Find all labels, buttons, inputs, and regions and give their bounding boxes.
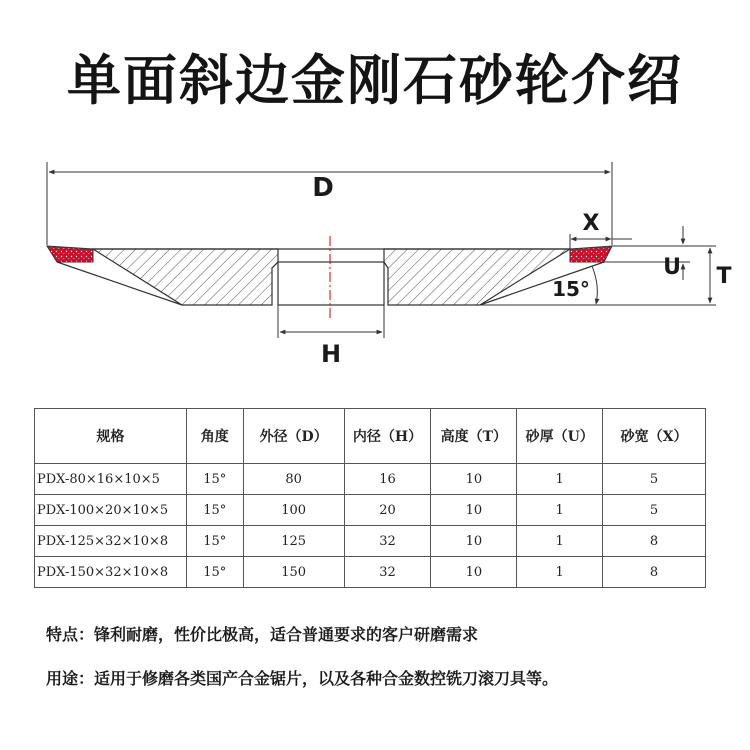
header-spec: 规格 [35,409,187,464]
spec-table [34,408,706,588]
wheel-body-right [384,249,570,305]
cell-abrasive-width: 8 [603,557,706,588]
header-outer-diameter: 外径（D） [243,409,344,464]
cell-angle: 15° [186,495,243,526]
cell-angle: 15° [186,557,243,588]
cell-abrasive-thickness: 1 [517,464,603,495]
cell-inner-diameter: 20 [344,495,431,526]
cell-outer-diameter: 150 [243,557,344,588]
table-row [35,557,706,588]
cell-inner-diameter: 32 [344,557,431,588]
label-u: U [663,255,681,280]
page-title: 单面斜边金刚石砂轮介绍 [67,49,683,112]
wheel-body-left [93,249,278,305]
header-angle: 角度 [186,409,243,464]
cell-outer-diameter: 80 [243,464,344,495]
table-row [35,495,706,526]
table-row [35,464,706,495]
cell-height: 10 [431,495,517,526]
cell-spec: PDX-80×16×10×5 [35,464,187,495]
cell-outer-diameter: 125 [243,526,344,557]
cell-abrasive-thickness: 1 [517,526,603,557]
label-angle: 15° [552,277,590,301]
table-row [35,526,706,557]
angle-arc [592,266,597,304]
cell-height: 10 [431,526,517,557]
header-abrasive-thickness: 砂厚（U） [517,409,603,464]
cell-inner-diameter: 32 [344,526,431,557]
cell-inner-diameter: 16 [344,464,431,495]
abrasive-left [47,246,93,262]
cell-outer-diameter: 100 [243,495,344,526]
grinding-wheel-diagram [0,150,750,380]
bore [278,262,384,305]
cell-angle: 15° [186,464,243,495]
cell-spec: PDX-125×32×10×8 [35,526,187,557]
cell-abrasive-width: 8 [603,526,706,557]
header-height: 高度（T） [431,409,517,464]
cell-abrasive-width: 5 [603,495,706,526]
label-x: X [582,211,600,236]
header-inner-diameter: 内径（H） [344,409,431,464]
cell-height: 10 [431,464,517,495]
cell-spec: PDX-150×32×10×8 [35,557,187,588]
abrasive-right [570,246,612,262]
features-text: 特点：锋利耐磨，性价比极高，适合普通要求的客户研磨需求 [46,625,479,644]
cell-height: 10 [431,557,517,588]
cell-spec: PDX-100×20×10×5 [35,495,187,526]
table-header-row [35,409,706,464]
header-abrasive-width: 砂宽（X） [603,409,706,464]
label-t: T [716,264,732,289]
cell-abrasive-thickness: 1 [517,557,603,588]
usage-text: 用途：适用于修磨各类国产合金锯片，以及各种合金数控铣刀滚刀具等。 [46,669,559,688]
cell-abrasive-width: 5 [603,464,706,495]
label-d: D [312,173,334,203]
cell-angle: 15° [186,526,243,557]
cell-abrasive-thickness: 1 [517,495,603,526]
label-h: H [320,340,342,368]
